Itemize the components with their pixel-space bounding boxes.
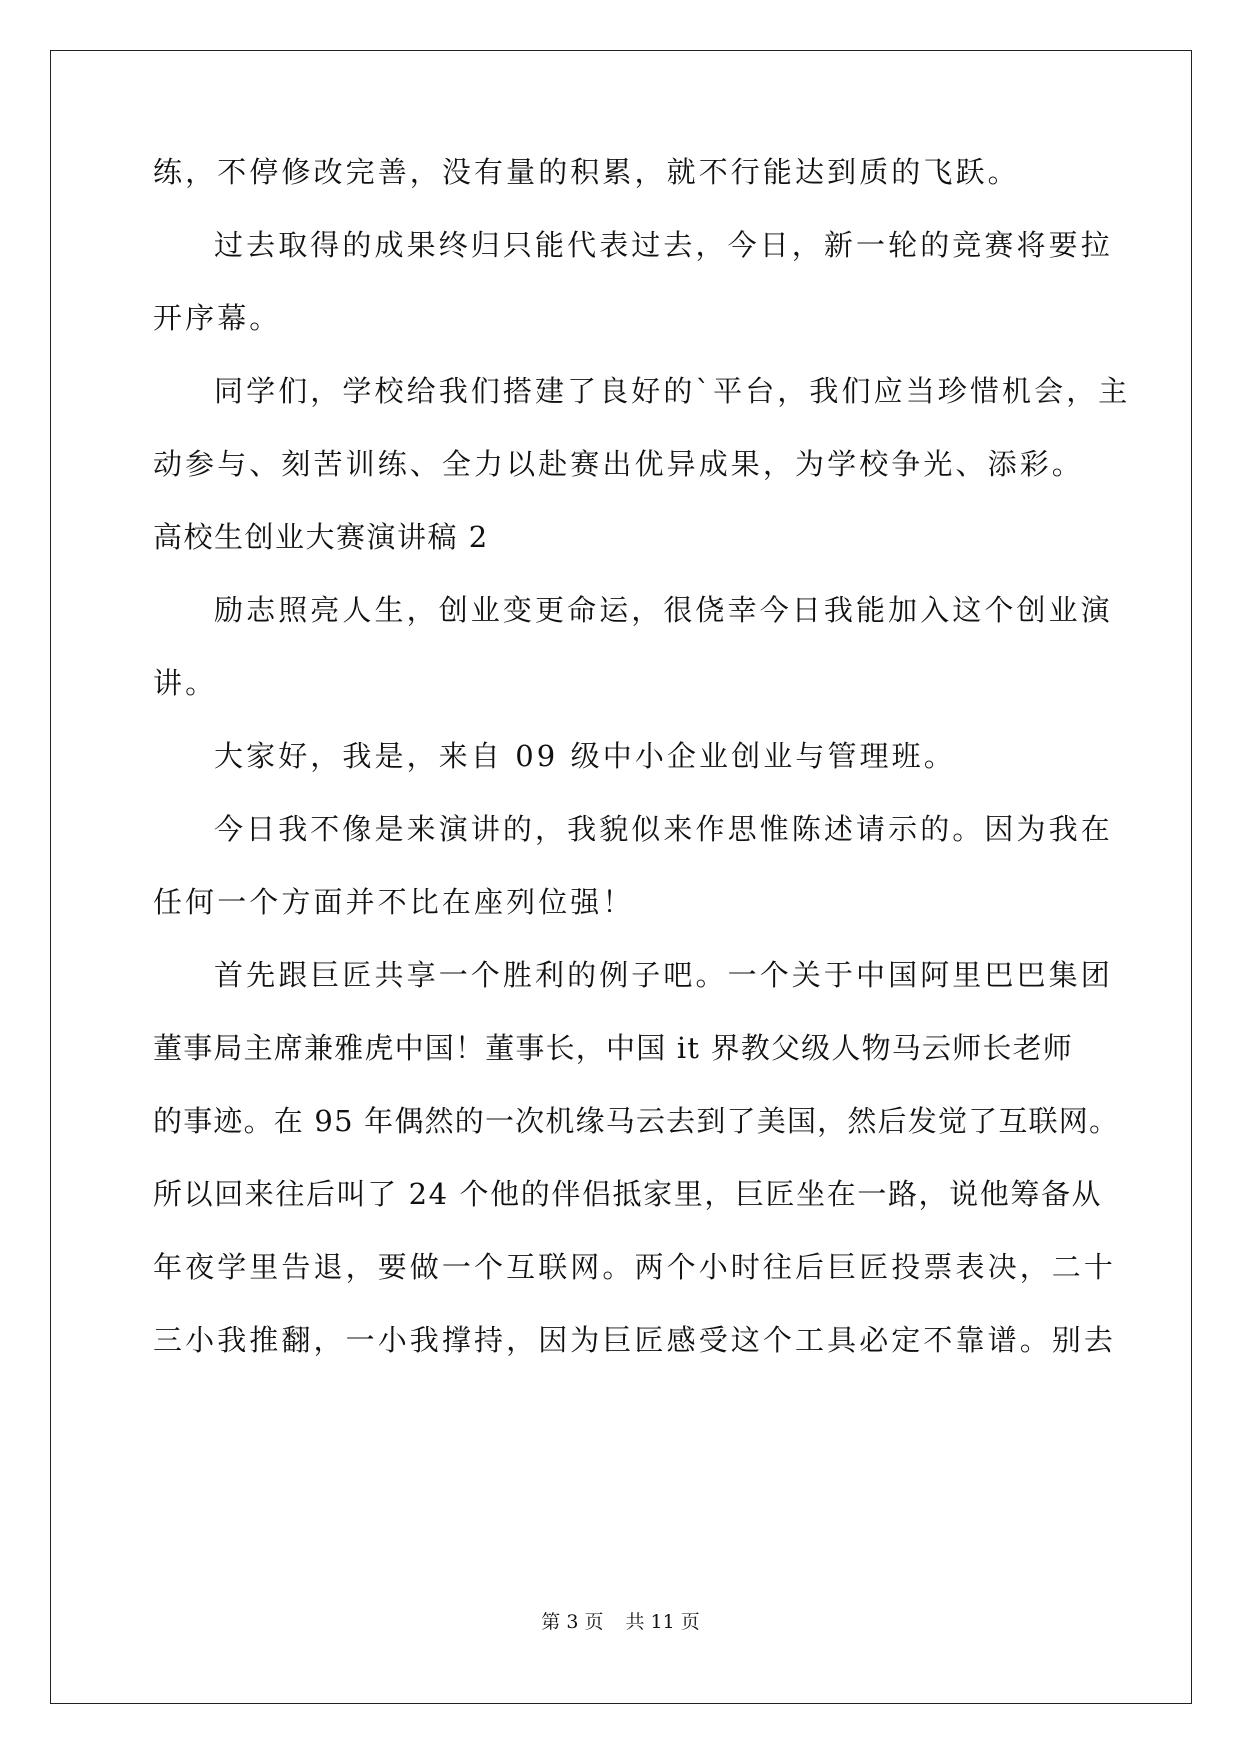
paragraph-first-line: 首先跟巨匠共享一个胜利的例子吧。一个关于中国阿里巴巴集团 xyxy=(214,958,1113,992)
page-footer xyxy=(0,1610,1241,1634)
page-number-current: 第 3 页 xyxy=(541,1611,604,1633)
paragraph-first-line: 过去取得的成果终归只能代表过去，今日，新一轮的竞赛将要拉 xyxy=(214,228,1113,262)
paragraph-first-line: 励志照亮人生，创业变更命运，很侥幸今日我能加入这个创业演 xyxy=(214,593,1113,627)
text-line: 三小我推翻，一小我撑持，因为巨匠感受这个工具必定不靠谱。别去 xyxy=(153,1323,1117,1357)
paragraph-first-line: 同学们，学校给我们搭建了良好的`平台，我们应当珍惜机会，主 xyxy=(214,374,1131,408)
text-line: 动参与、刻苦训练、全力以赴赛出优异成果，为学校争光、添彩。 xyxy=(153,447,1084,481)
text-line: 练，不停修改完善，没有量的积累，就不行能达到质的飞跃。 xyxy=(153,155,1020,189)
text-line: 任何一个方面并不比在座列位强！ xyxy=(153,885,635,919)
section-heading: 高校生创业大赛演讲稿 2 xyxy=(153,520,489,554)
paragraph-first-line: 大家好，我是，来自 09 级中小企业创业与管理班。 xyxy=(214,739,956,773)
text-line: 董事局主席兼雅虎中国！董事长，中国 it 界教父级人物马云师长老师 xyxy=(153,1031,1073,1065)
text-line: 讲。 xyxy=(153,666,218,700)
text-line: 的事迹。在 95 年偶然的一次机缘马云去到了美国，然后发觉了互联网。 xyxy=(153,1104,1120,1138)
text-line: 开序幕。 xyxy=(153,301,282,335)
text-line: 所以回来往后叫了 24 个他的伴侣抵家里，巨匠坐在一路，说他筹备从 xyxy=(153,1177,1103,1211)
paragraph-first-line: 今日我不像是来演讲的，我貌似来作思惟陈述请示的。因为我在 xyxy=(214,812,1113,846)
page-number-total: 共 11 页 xyxy=(625,1611,700,1633)
text-line: 年夜学里告退，要做一个互联网。两个小时往后巨匠投票表决，二十 xyxy=(153,1250,1117,1284)
